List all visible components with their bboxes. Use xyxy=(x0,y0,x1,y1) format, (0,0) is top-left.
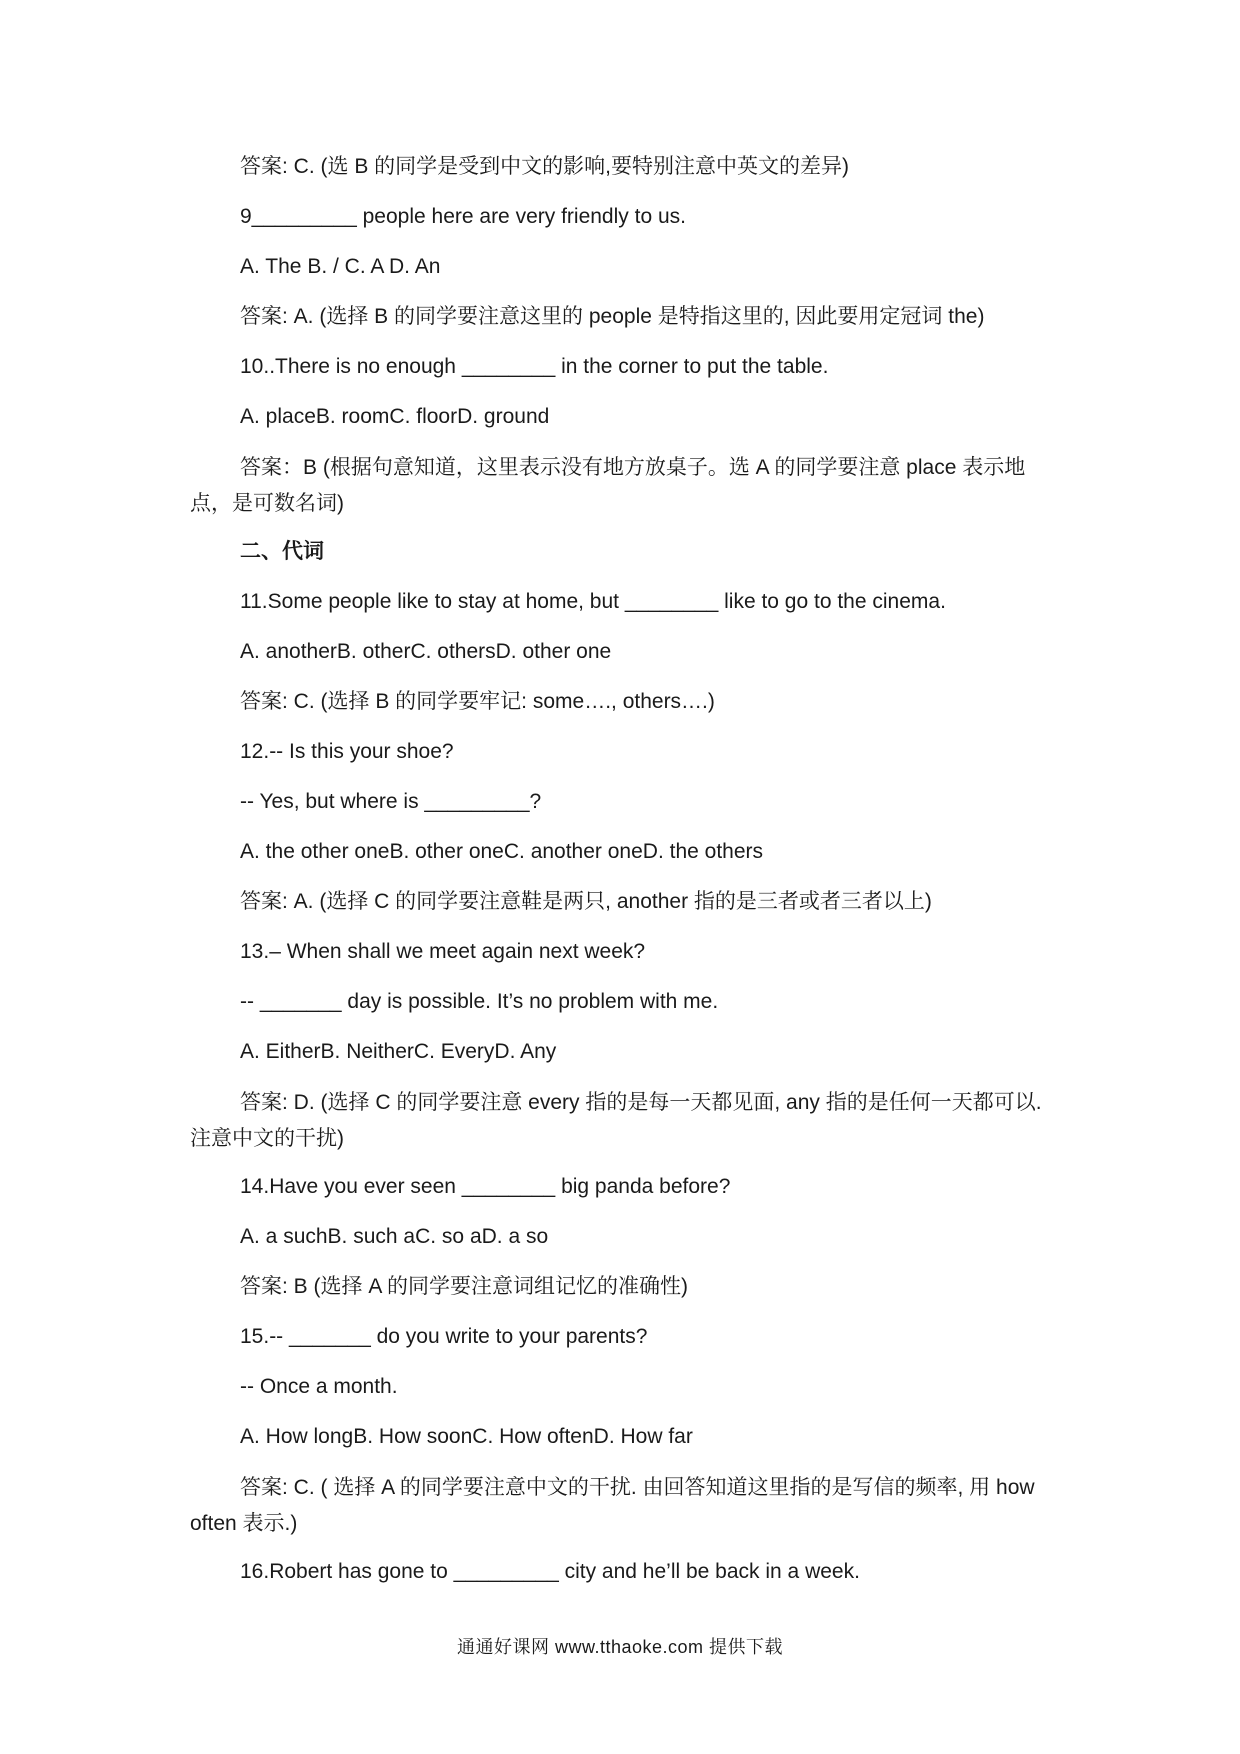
question-9: 9_________ people here are very friendly to us. xyxy=(240,205,686,228)
options-15: A. How longB. How soonC. How oftenD. How far xyxy=(240,1425,693,1448)
answer-15: 答案: C. ( 选择 A 的同学要注意中文的干扰. 由回答知道这里指的是写信的频率, 用 how often 表示.) xyxy=(190,1476,1035,1535)
options-10: A. placeB. roomC. floorD. ground xyxy=(240,405,550,428)
options-9: A. The B. / C. A D. An xyxy=(240,255,441,278)
question-15: 15.-- _______ do you write to your parents? xyxy=(240,1325,648,1348)
question-15-reply: -- Once a month. xyxy=(240,1375,398,1398)
question-12-reply: -- Yes, but where is _________? xyxy=(240,790,542,813)
options-14: A. a suchB. such aC. so aD. a so xyxy=(240,1225,549,1248)
options-12: A. the other oneB. other oneC. another oneD. the others xyxy=(240,840,764,863)
answer-14: 答案: B (选择 A 的同学要注意词组记忆的准确性) xyxy=(240,1275,689,1298)
question-11: 11.Some people like to stay at home, but ________ like to go to the cinema. xyxy=(240,590,946,613)
question-14: 14.Have you ever seen ________ big panda before? xyxy=(240,1175,731,1198)
answer-10: 答案：B (根据句意知道，这里表示没有地方放桌子。选 A 的同学要注意 place 表示地点，是可数名词) xyxy=(190,456,1026,515)
answer-11: 答案: C. (选择 B 的同学要牢记: some…., others….) xyxy=(240,690,715,713)
question-13: 13.– When shall we meet again next week? xyxy=(240,940,646,963)
answer-12: 答案: A. (选择 C 的同学要注意鞋是两只, another 指的是三者或者三者以上) xyxy=(240,890,932,913)
question-10: 10..There is no enough ________ in the corner to put the table. xyxy=(240,355,829,378)
options-13: A. EitherB. NeitherC. EveryD. Any xyxy=(240,1040,557,1063)
page-footer: 通通好课网 www.tthaoke.com 提供下载 xyxy=(456,1637,784,1657)
answer-13: 答案: D. (选择 C 的同学要注意 every 指的是每一天都见面, any 指的是任何一天都可以. 注意中文的干扰) xyxy=(190,1091,1042,1150)
answer-8: 答案: C. (选 B 的同学是受到中文的影响,要特别注意中英文的差异) xyxy=(240,155,849,178)
options-11: A. anotherB. otherC. othersD. other one xyxy=(240,640,612,663)
question-12: 12.-- Is this your shoe? xyxy=(240,740,454,763)
question-13-reply: -- _______ day is possible. It’s no problem with me. xyxy=(240,990,719,1013)
question-16: 16.Robert has gone to _________ city and he’ll be back in a week. xyxy=(240,1560,860,1583)
answer-9: 答案: A. (选择 B 的同学要注意这里的 people 是特指这里的, 因此要用定冠词 the) xyxy=(240,305,985,328)
section-heading-pronouns: 二、代词 xyxy=(240,540,324,563)
